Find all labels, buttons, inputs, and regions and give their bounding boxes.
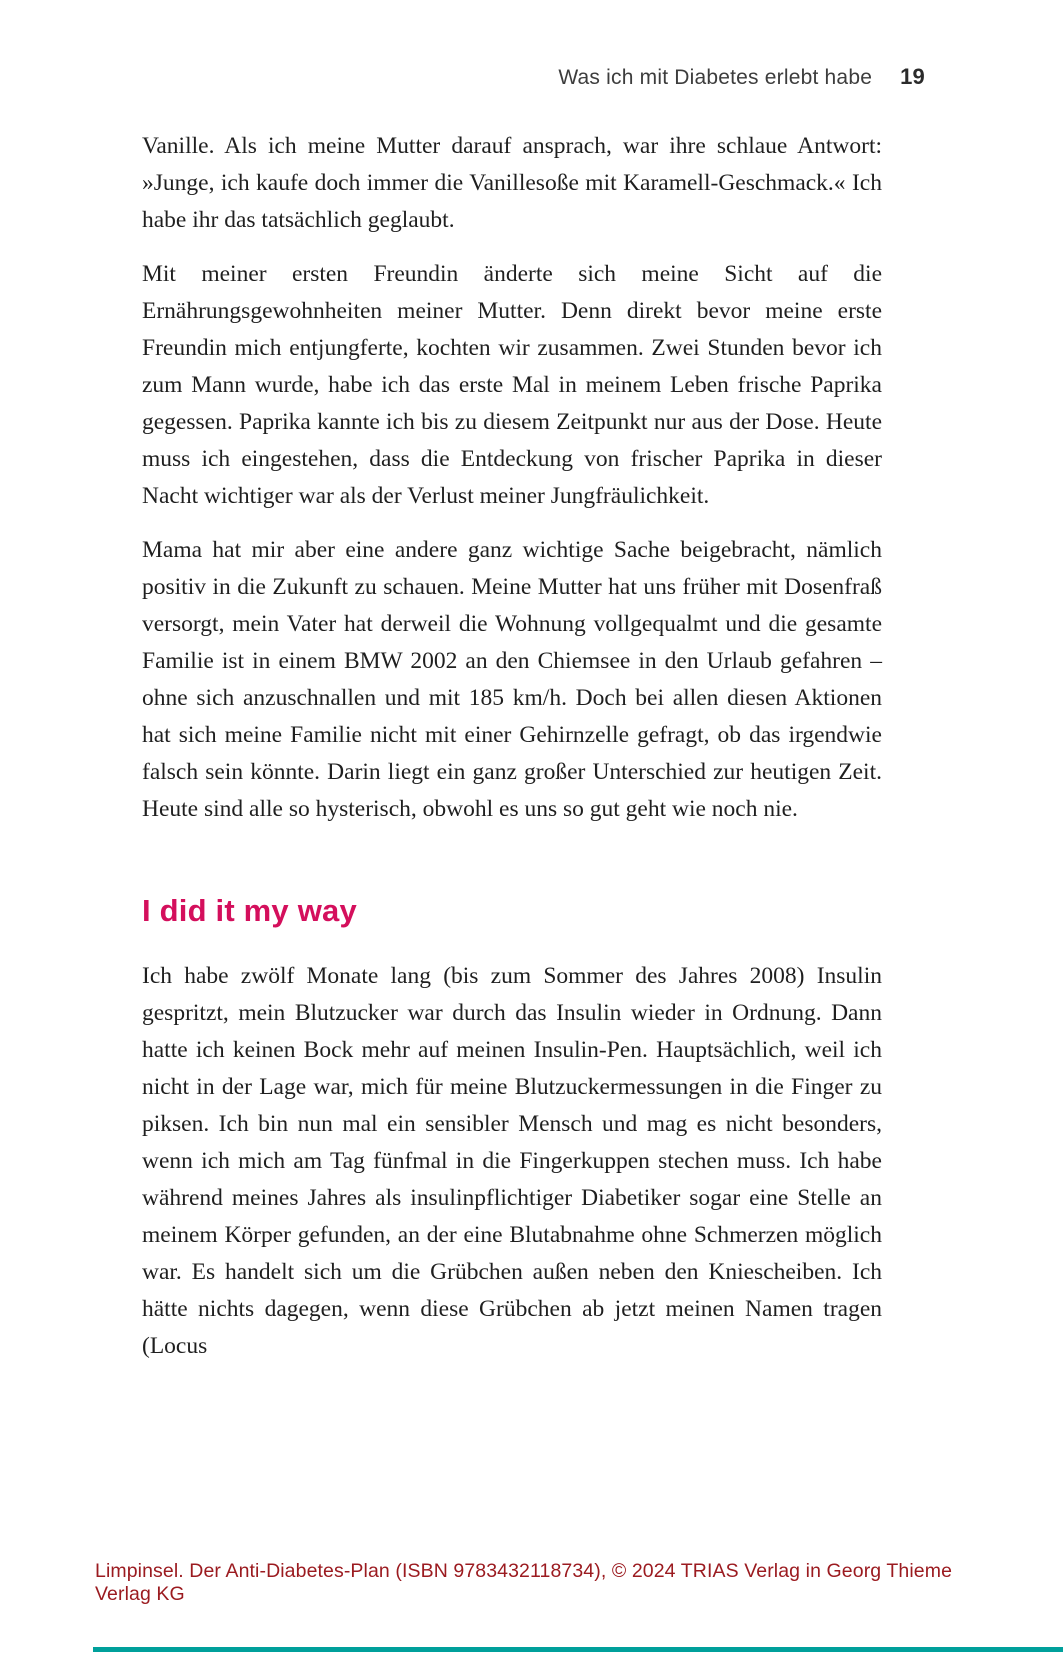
paragraph-vanille: Vanille. Als ich meine Mutter darauf ansprach, war ihre schlaue Antwort: »Junge, ich kaufe doch immer die Vanillesoße mit Karamell-Geschmack.« Ich habe ihr das tatsächlich geglaubt.: [142, 133, 882, 233]
page-body: [142, 128, 882, 1382]
paragraph-insulin: Ich habe zwölf Monate lang (bis zum Sommer des Jahres 2008) Insulin gespritzt, mein Blutzucker war durch das Insulin wieder in Ordnung. Dann hatte ich keinen Bock mehr auf meinen Insulin-Pen. Hauptsächlich, weil ich nicht in der Lage war, mich für meine Blutzuckermessungen in die Finger zu piksen. Ich bin nun mal ein sensibler Mensch und mag es nicht besonders, wenn ich mich am Tag fünfmal in die Fingerkuppen stechen muss. Ich habe während meines Jahres als insulinpflichtiger Diabetiker sogar eine Stelle an meinem Körper gefunden, an der eine Blutabnahme ohne Schmerzen möglich war. Es handelt sich um die Grübchen außen neben den Kniescheiben. Ich hätte nichts dagegen, wenn diese Grübchen ab jetzt meinen Namen tragen (Locus: [142, 963, 882, 1359]
section-heading: I did it my way: [142, 893, 357, 928]
paragraph-mama: Mama hat mir aber eine andere ganz wichtige Sache beigebracht, nämlich positiv in die Zukunft zu schauen. Meine Mutter hat uns früher mit Dosenfraß versorgt, mein Vater hat derweil die Wohnung vollgequalmt und die gesamte Familie ist in einem BMW 2002 an den Chiemsee in den Urlaub gefahren – ohne sich anzuschnallen und mit 185 km/h. Doch bei allen diesen Aktionen hat sich meine Familie nicht mit einer Gehirnzelle gefragt, ob das irgendwie falsch sein könnte. Darin liegt ein ganz großer Unterschied zur heutigen Zeit. Heute sind alle so hysterisch, obwohl es uns so gut geht wie noch nie.: [142, 537, 882, 822]
running-title: Was ich mit Diabetes erlebt habe: [558, 66, 873, 89]
page-number: 19: [900, 64, 925, 89]
page-header: [142, 64, 925, 90]
footer-rule: [93, 1647, 1063, 1652]
paragraph-freundin: Mit meiner ersten Freundin änderte sich meine Sicht auf die Ernährungsgewohnheiten meiner Mutter. Denn direkt bevor meine erste Freundin mich entjungferte, kochten wir zusammen. Zwei Stunden bevor ich zum Mann wurde, habe ich das erste Mal in meinem Leben frische Paprika gegessen. Paprika kannte ich bis zu diesem Zeitpunkt nur aus der Dose. Heute muss ich eingestehen, dass die Entdeckung von frischer Paprika in dieser Nacht wichtiger war als der Verlust meiner Jungfräulichkeit.: [142, 261, 882, 509]
copyright-line: Limpinsel. Der Anti-Diabetes-Plan (ISBN 9783432118734), © 2024 TRIAS Verlag in Georg Thieme Verlag KG: [95, 1560, 953, 1605]
